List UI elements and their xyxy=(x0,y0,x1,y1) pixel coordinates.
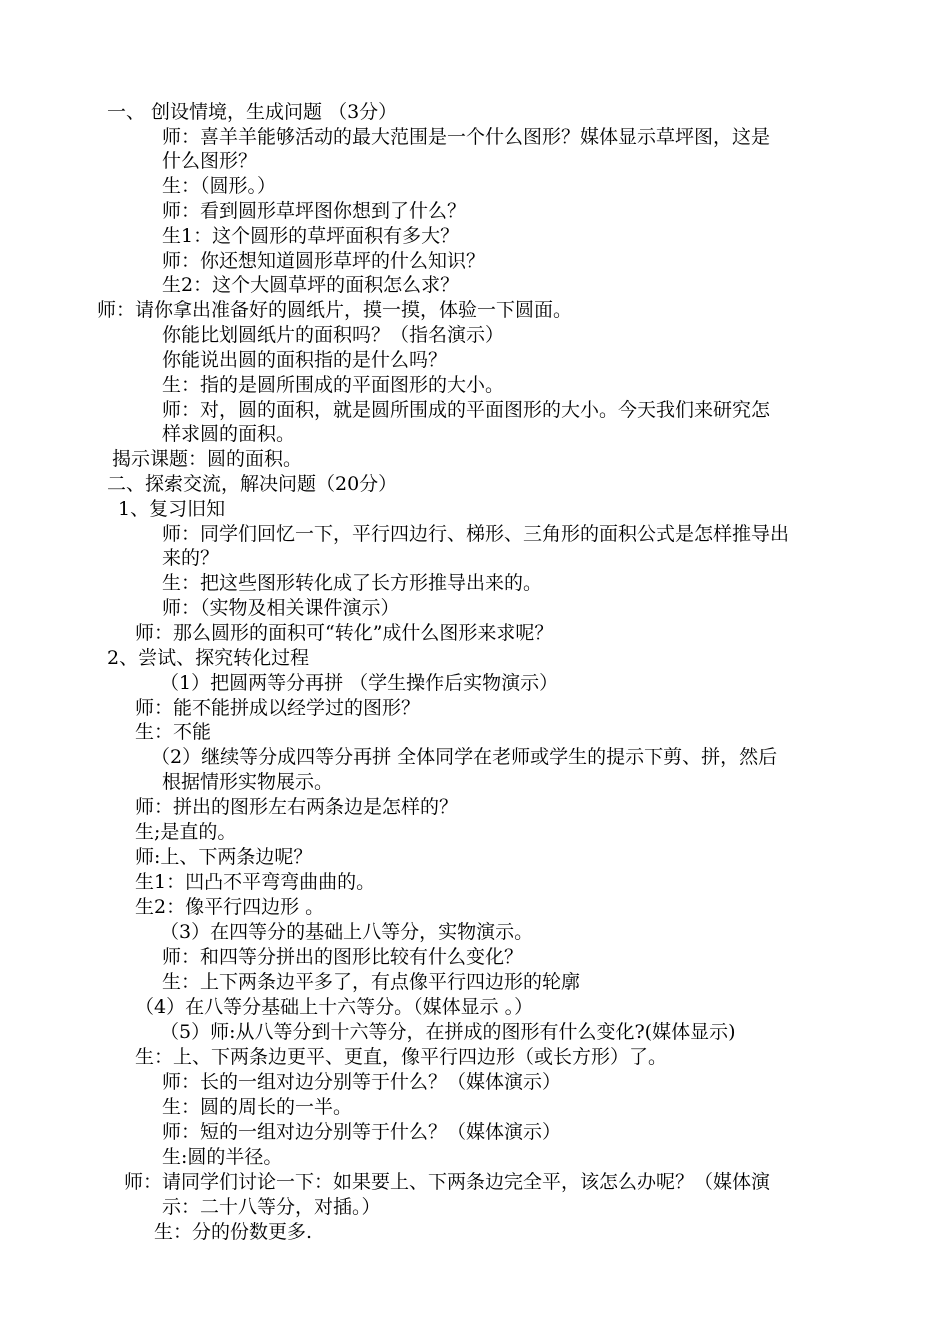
text-line: 生2：像平行四边形 。 xyxy=(135,896,325,918)
text-line: （4）在八等分基础上十六等分。（媒体显示 。） xyxy=(135,996,534,1018)
text-line: 师：（实物及相关课件演示） xyxy=(162,597,400,619)
text-line: 生：把这些图形转化成了长方形推导出来的。 xyxy=(162,572,543,594)
text-line: 师：同学们回忆一下，平行四边行、梯形、三角形的面积公式是怎样推导出 xyxy=(162,523,790,545)
text-line: 师:上、下两条边呢？ xyxy=(135,846,313,868)
text-line: 生：指的是圆所围成的平面图形的大小。 xyxy=(162,374,505,396)
text-line: 师：你还想知道圆形草坪的什么知识？ xyxy=(162,250,486,272)
text-line: 生;是直的。 xyxy=(135,821,237,843)
text-line: 生：上下两条边平多了，有点像平行四边形的轮廓 xyxy=(162,971,581,993)
text-line: 生：分的份数更多. xyxy=(154,1221,313,1243)
text-line: 生1：凹凸不平弯弯曲曲的。 xyxy=(135,871,376,893)
text-line: 师：和四等分拼出的图形比较有什么变化？ xyxy=(162,946,524,968)
text-line: 生：上、下两条边更平、更直，像平行四边形（或长方形）了。 xyxy=(135,1046,668,1068)
text-line: （3）在四等分的基础上八等分，实物演示。 xyxy=(160,921,534,943)
text-line: 生:圆的半径。 xyxy=(162,1146,283,1168)
text-line: 师：那么圆形的面积可“转化”成什么图形来求呢？ xyxy=(135,622,554,644)
section-heading-1: 一、 创设情境，生成问题 （3分） xyxy=(107,101,398,123)
text-line: 来的？ xyxy=(162,547,220,569)
text-line: 示：二十八等分，对插。） xyxy=(162,1196,381,1218)
text-line: 生：不能 xyxy=(135,721,212,743)
text-line: 你能比划圆纸片的面积吗？（指名演示） xyxy=(162,324,505,346)
text-line: 生：圆的周长的一半。 xyxy=(162,1096,353,1118)
text-line: （5）师:从八等分到十六等分，在拼成的图形有什么变化?(媒体显示) xyxy=(160,1021,736,1043)
text-line: 揭示课题：圆的面积。 xyxy=(112,448,303,470)
text-line: 生2：这个大圆草坪的面积怎么求？ xyxy=(162,274,460,296)
text-line: 师：短的一组对边分别等于什么？（媒体演示） xyxy=(162,1121,562,1143)
text-line: （1）把圆两等分再拼 （学生操作后实物演示） xyxy=(160,672,559,694)
subsection-heading: 1、复习旧知 xyxy=(118,498,226,520)
text-line: 师：对，圆的面积，就是圆所围成的平面图形的大小。今天我们来研究怎 xyxy=(162,399,771,421)
text-line: 样求圆的面积。 xyxy=(162,423,296,445)
text-line: 什么图形？ xyxy=(162,150,258,172)
section-heading-2: 二、探索交流，解决问题（20分） xyxy=(107,473,398,495)
text-line: 根据情形实物展示。 xyxy=(162,771,334,793)
text-line: 师：看到圆形草坪图你想到了什么？ xyxy=(162,200,467,222)
text-line: 师：请你拿出准备好的圆纸片，摸一摸，体验一下圆面。 xyxy=(97,299,573,321)
text-line: 师：拼出的图形左右两条边是怎样的？ xyxy=(135,796,459,818)
text-line: 师：喜羊羊能够活动的最大范围是一个什么图形？媒体显示草坪图，这是 xyxy=(162,126,771,148)
subsection-heading: 2、尝试、探究转化过程 xyxy=(107,647,310,669)
text-line: 师：请同学们讨论一下：如果要上、下两条边完全平，该怎么办呢？（媒体演 xyxy=(124,1171,771,1193)
text-line: 生：（圆形。） xyxy=(162,175,277,197)
text-line: （2）继续等分成四等分再拼 全体同学在老师或学生的提示下剪、拼，然后 xyxy=(151,746,778,768)
text-line: 你能说出圆的面积指的是什么吗？ xyxy=(162,349,448,371)
text-line: 生1：这个圆形的草坪面积有多大？ xyxy=(162,225,460,247)
text-line: 师：能不能拼成以经学过的图形？ xyxy=(135,697,421,719)
text-line: 师：长的一组对边分别等于什么？（媒体演示） xyxy=(162,1071,562,1093)
